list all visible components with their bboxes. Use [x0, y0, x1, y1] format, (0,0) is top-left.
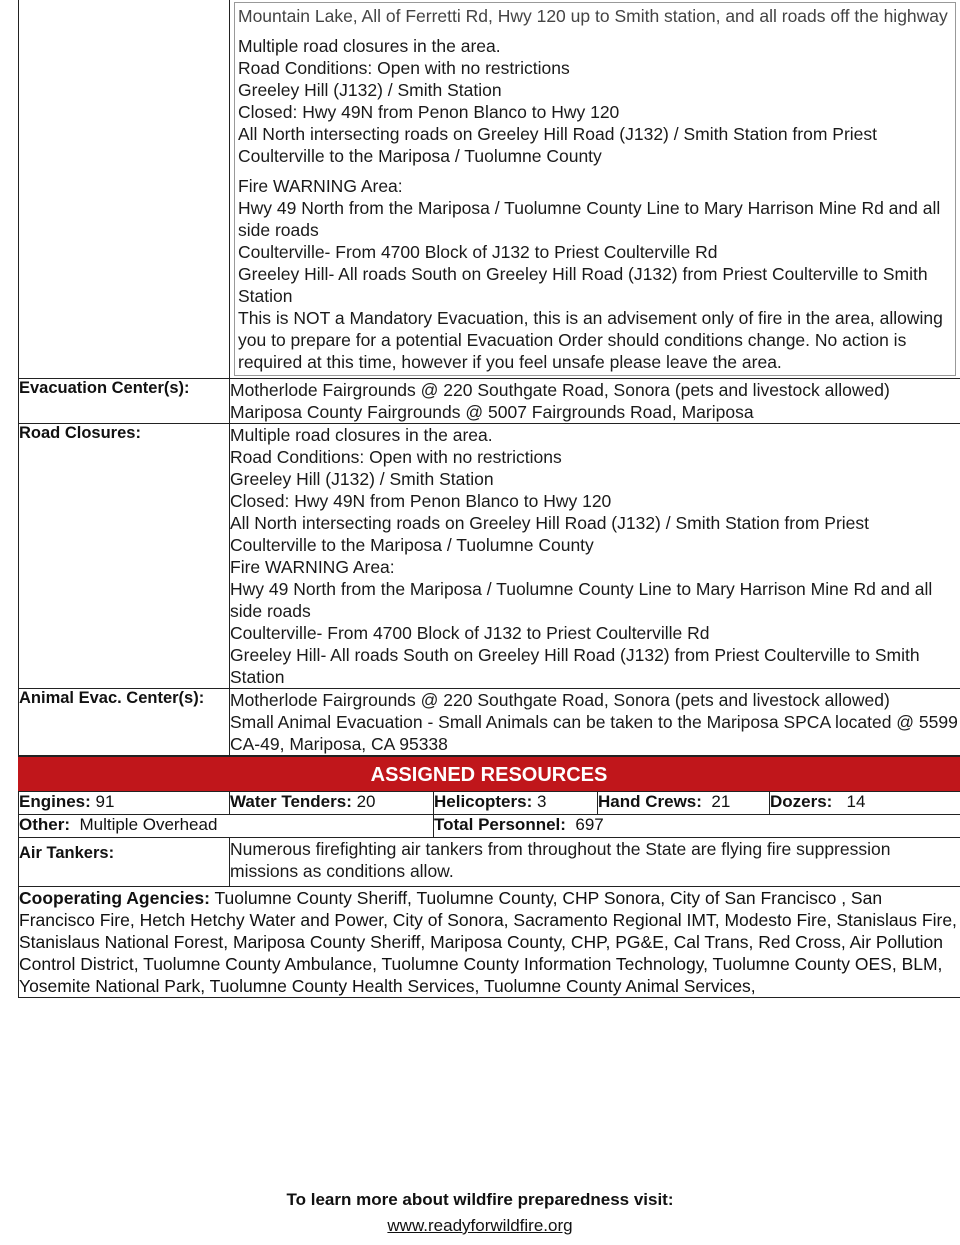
advisory-block-3	[238, 175, 953, 373]
animal-evac-line: Small Animal Evacuation - Small Animals can be taken to the Mariposa SPCA located @ 5599 CA-49, Mariposa, CA 95338	[230, 712, 958, 754]
total-personnel-cell	[434, 815, 960, 838]
total-personnel-value: 697	[575, 815, 604, 834]
advisory-label-cell	[19, 0, 230, 379]
road-closure-line: Closed: Hwy 49N from Penon Blanco to Hwy 120	[230, 491, 612, 511]
evacuation-center-line: Mariposa County Fairgrounds @ 5007 Fairgrounds Road, Mariposa	[230, 402, 754, 422]
cooperating-agencies-text: Tuolumne County Sheriff, Tuolumne County, CHP Sonora, City of San Francisco , San Francisco Fire, Hetch Hetchy Water and Power, City of Sonora, Sacramento Regional IMT, Modesto Fire, Stanislaus Fire, Stanislaus National Forest, Mariposa County Sheriff, Mariposa County, CHP, PG&E, Cal Trans, Red Cross, Air Pollution Control District, Tuolumne County Ambulance, Tuolumne County Information Technology, Tuolumne County OES, BLM, Yosemite National Park, Tuolumne County Health Services, Tuolumne County Animal Services,	[19, 888, 957, 996]
animal-evac-line: Motherlode Fairgrounds @ 220 Southgate Road, Sonora (pets and livestock allowed)	[230, 690, 890, 710]
engines-label: Engines:	[19, 792, 91, 811]
resources-counts-row	[19, 792, 960, 815]
advisory-line: Coulterville- From 4700 Block of J132 to Priest Coulterville Rd	[238, 242, 718, 262]
hand-crews-cell	[598, 792, 770, 815]
road-closures-row	[19, 424, 960, 689]
water-tenders-label: Water Tenders:	[230, 792, 352, 811]
air-tankers-value: Numerous firefighting air tankers from throughout the State are flying fire suppression missions as conditions allow.	[230, 838, 960, 887]
engines-cell	[19, 792, 230, 815]
road-closure-line: Greeley Hill (J132) / Smith Station	[230, 469, 494, 489]
footer	[0, 1190, 960, 1236]
dozers-label: Dozers:	[770, 792, 833, 811]
footer-heading: To learn more about wildfire preparedness visit:	[286, 1190, 674, 1209]
assigned-resources-banner: ASSIGNED RESOURCES	[18, 756, 960, 792]
air-tankers-row	[19, 838, 960, 887]
advisory-line: Hwy 49 North from the Mariposa / Tuolumne County Line to Mary Harrison Mine Rd and all side roads	[238, 198, 941, 240]
road-closures-label: Road Closures:	[19, 424, 230, 689]
advisory-line: Road Conditions: Open with no restrictions	[238, 58, 570, 78]
water-tenders-cell	[230, 792, 434, 815]
resources-table	[18, 792, 960, 998]
hand-crews-value: 21	[711, 792, 731, 811]
advisory-line: Fire WARNING Area:	[238, 176, 403, 196]
dozers-cell	[770, 792, 960, 815]
advisory-box	[234, 2, 956, 376]
incident-info-table	[18, 0, 960, 756]
helicopters-cell	[434, 792, 598, 815]
road-closure-line: Coulterville- From 4700 Block of J132 to Priest Coulterville Rd	[230, 623, 710, 643]
advisory-line: Closed: Hwy 49N from Penon Blanco to Hwy 120	[238, 102, 620, 122]
advisory-row	[19, 0, 960, 379]
resources-totals-row	[19, 815, 960, 838]
advisory-line: Mountain Lake, All of Ferretti Rd, Hwy 120 up to Smith station, and all roads off the highway	[238, 6, 948, 26]
advisory-value-cell	[230, 0, 960, 379]
evacuation-center-row	[19, 379, 960, 424]
road-closure-line: Greeley Hill- All roads South on Greeley Hill Road (J132) from Priest Coulterville to Smith Station	[230, 645, 920, 687]
dozers-value: 14	[846, 792, 866, 811]
evacuation-center-value	[230, 379, 960, 424]
other-label: Other:	[19, 815, 70, 834]
advisory-line: Multiple road closures in the area.	[238, 36, 501, 56]
wildfire-preparedness-link[interactable]: www.readyforwildfire.org	[387, 1216, 573, 1235]
cooperating-agencies-cell	[19, 887, 960, 998]
advisory-block-1	[238, 5, 953, 27]
hand-crews-label: Hand Crews:	[598, 792, 702, 811]
animal-evac-label: Animal Evac. Center(s):	[19, 689, 230, 756]
air-tankers-label: Air Tankers:	[19, 838, 230, 887]
road-closure-line: All North intersecting roads on Greeley Hill Road (J132) / Smith Station from Priest Coulterville to the Mariposa / Tuolumne County	[230, 513, 870, 555]
helicopters-value: 3	[536, 792, 547, 811]
evacuation-center-label: Evacuation Center(s):	[19, 379, 230, 424]
animal-evac-value	[230, 689, 960, 756]
advisory-line: Greeley Hill (J132) / Smith Station	[238, 80, 502, 100]
other-cell	[19, 815, 434, 838]
engines-value: 91	[95, 792, 115, 811]
water-tenders-value: 20	[356, 792, 376, 811]
road-closure-line: Road Conditions: Open with no restrictions	[230, 447, 562, 467]
cooperating-agencies-label: Cooperating Agencies:	[19, 888, 210, 908]
evacuation-center-line: Motherlode Fairgrounds @ 220 Southgate Road, Sonora (pets and livestock allowed)	[230, 380, 890, 400]
road-closure-line: Fire WARNING Area:	[230, 557, 395, 577]
other-value: Multiple Overhead	[79, 815, 218, 834]
animal-evac-row	[19, 689, 960, 756]
cooperating-agencies-row	[19, 887, 960, 998]
road-closure-line: Multiple road closures in the area.	[230, 425, 493, 445]
incident-sheet	[18, 0, 960, 998]
advisory-line: Greeley Hill- All roads South on Greeley Hill Road (J132) from Priest Coulterville to Smith Station	[238, 264, 928, 306]
advisory-block-2	[238, 35, 953, 167]
road-closures-value	[230, 424, 960, 689]
road-closure-line: Hwy 49 North from the Mariposa / Tuolumne County Line to Mary Harrison Mine Rd and all side roads	[230, 579, 933, 621]
advisory-line: This is NOT a Mandatory Evacuation, this is an advisement only of fire in the area, allowing you to prepare for a potential Evacuation Order should conditions change. No action is required at this time, however if you feel unsafe please leave the area.	[238, 308, 943, 372]
advisory-line: All North intersecting roads on Greeley Hill Road (J132) / Smith Station from Priest Coulterville to the Mariposa / Tuolumne County	[238, 124, 878, 166]
total-personnel-label: Total Personnel:	[434, 815, 566, 834]
helicopters-label: Helicopters:	[434, 792, 533, 811]
